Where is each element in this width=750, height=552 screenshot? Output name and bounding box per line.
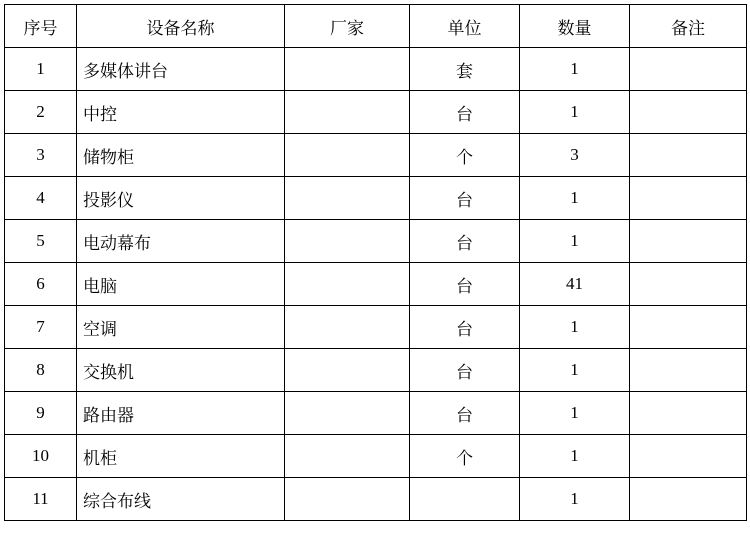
cell-quantity: 41 — [520, 263, 630, 306]
column-header-name: 设备名称 — [77, 5, 285, 48]
cell-name: 电脑 — [77, 263, 285, 306]
cell-manufacturer — [285, 435, 410, 478]
cell-manufacturer — [285, 220, 410, 263]
table-row — [5, 177, 747, 220]
column-header-index: 序号 — [5, 5, 77, 48]
cell-index: 7 — [5, 306, 77, 349]
cell-remark — [630, 177, 747, 220]
cell-name: 路由器 — [77, 392, 285, 435]
column-header-unit: 单位 — [410, 5, 520, 48]
cell-quantity: 1 — [520, 478, 630, 521]
table-row — [5, 435, 747, 478]
cell-index: 10 — [5, 435, 77, 478]
cell-index: 2 — [5, 91, 77, 134]
cell-manufacturer — [285, 478, 410, 521]
cell-unit: 台 — [410, 177, 520, 220]
table-row — [5, 220, 747, 263]
cell-index: 5 — [5, 220, 77, 263]
cell-manufacturer — [285, 177, 410, 220]
table-row — [5, 134, 747, 177]
table-row — [5, 48, 747, 91]
cell-name: 储物柜 — [77, 134, 285, 177]
cell-unit: 套 — [410, 48, 520, 91]
cell-unit: 台 — [410, 306, 520, 349]
cell-name: 电动幕布 — [77, 220, 285, 263]
cell-remark — [630, 48, 747, 91]
cell-index: 3 — [5, 134, 77, 177]
cell-index: 8 — [5, 349, 77, 392]
equipment-table — [4, 4, 747, 521]
cell-remark — [630, 306, 747, 349]
cell-manufacturer — [285, 91, 410, 134]
cell-quantity: 3 — [520, 134, 630, 177]
column-header-manufacturer: 厂家 — [285, 5, 410, 48]
cell-quantity: 1 — [520, 435, 630, 478]
cell-remark — [630, 392, 747, 435]
cell-index: 4 — [5, 177, 77, 220]
table-row — [5, 478, 747, 521]
cell-remark — [630, 263, 747, 306]
cell-remark — [630, 478, 747, 521]
table-header — [5, 5, 747, 48]
cell-name: 交换机 — [77, 349, 285, 392]
cell-quantity: 1 — [520, 392, 630, 435]
cell-manufacturer — [285, 48, 410, 91]
cell-index: 6 — [5, 263, 77, 306]
cell-name: 空调 — [77, 306, 285, 349]
table-row — [5, 349, 747, 392]
cell-index: 11 — [5, 478, 77, 521]
cell-unit: 台 — [410, 392, 520, 435]
column-header-quantity: 数量 — [520, 5, 630, 48]
cell-manufacturer — [285, 392, 410, 435]
table-body — [5, 48, 747, 521]
table-row — [5, 306, 747, 349]
column-header-remark: 备注 — [630, 5, 747, 48]
table-row — [5, 91, 747, 134]
cell-quantity: 1 — [520, 91, 630, 134]
cell-unit: 台 — [410, 349, 520, 392]
cell-manufacturer — [285, 306, 410, 349]
cell-name: 多媒体讲台 — [77, 48, 285, 91]
cell-unit: 台 — [410, 91, 520, 134]
cell-unit: 个 — [410, 134, 520, 177]
cell-manufacturer — [285, 349, 410, 392]
cell-index: 9 — [5, 392, 77, 435]
cell-name: 机柜 — [77, 435, 285, 478]
cell-unit — [410, 478, 520, 521]
cell-remark — [630, 220, 747, 263]
cell-unit: 台 — [410, 220, 520, 263]
cell-name: 中控 — [77, 91, 285, 134]
cell-remark — [630, 91, 747, 134]
cell-remark — [630, 435, 747, 478]
table-header-row — [5, 5, 747, 48]
cell-unit: 台 — [410, 263, 520, 306]
cell-index: 1 — [5, 48, 77, 91]
cell-name: 投影仪 — [77, 177, 285, 220]
cell-name: 综合布线 — [77, 478, 285, 521]
cell-quantity: 1 — [520, 306, 630, 349]
table-row — [5, 263, 747, 306]
cell-manufacturer — [285, 263, 410, 306]
cell-quantity: 1 — [520, 220, 630, 263]
cell-manufacturer — [285, 134, 410, 177]
cell-remark — [630, 134, 747, 177]
cell-quantity: 1 — [520, 48, 630, 91]
cell-remark — [630, 349, 747, 392]
table-row — [5, 392, 747, 435]
cell-quantity: 1 — [520, 177, 630, 220]
cell-quantity: 1 — [520, 349, 630, 392]
cell-unit: 个 — [410, 435, 520, 478]
